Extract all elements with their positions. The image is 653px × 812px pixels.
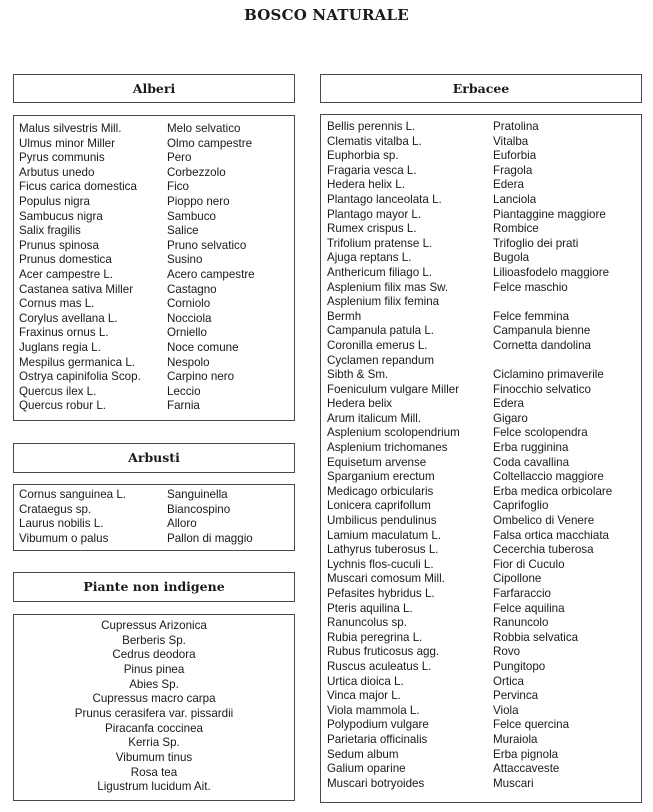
common-name: Sambuco xyxy=(167,209,216,223)
scientific-name: Mespilus germanica L. xyxy=(19,355,135,369)
list-row xyxy=(327,558,641,573)
list-item: Cupressus Arizonica xyxy=(101,619,207,632)
scientific-name: Crataegus sp. xyxy=(19,502,92,516)
common-name: Pioppo nero xyxy=(167,194,230,208)
scientific-name: Vinca major L. xyxy=(327,689,401,703)
list-row xyxy=(327,281,641,296)
alberi-heading: Alberi xyxy=(132,81,176,96)
common-name: Cipollone xyxy=(493,572,542,586)
common-name: Pervinca xyxy=(493,689,539,703)
list-row xyxy=(327,456,641,471)
scientific-name: Sparganium erectum xyxy=(327,470,435,484)
list-row xyxy=(327,164,641,179)
common-name: Erba pignola xyxy=(493,747,559,761)
common-name: Attaccaveste xyxy=(493,762,560,776)
scientific-name: Malus silvestris Mill. xyxy=(19,122,122,135)
common-name: Susino xyxy=(167,253,203,267)
scientific-name: Parietaria officinalis xyxy=(327,732,428,746)
scientific-name: Pyrus communis xyxy=(19,151,105,165)
list-row xyxy=(327,310,641,325)
scientific-name: Laurus nobilis L. xyxy=(19,517,104,531)
scientific-name: Juglans regia L. xyxy=(19,340,101,354)
piante-list xyxy=(13,614,295,801)
list-row xyxy=(327,470,641,485)
scientific-name: Ostrya capinifolia Scop. xyxy=(19,370,141,384)
list-row xyxy=(19,224,294,239)
list-item: Ligustrum lucidum Ait. xyxy=(97,780,211,794)
common-name: Rombice xyxy=(493,222,539,236)
list-row xyxy=(327,324,641,339)
list-row xyxy=(327,135,641,150)
scientific-name: Lychnis flos-cuculi L. xyxy=(327,557,434,571)
list-row xyxy=(19,370,294,385)
list-row xyxy=(327,149,641,164)
list-row xyxy=(19,283,294,298)
scientific-name: Viola mammola L. xyxy=(327,703,420,717)
scientific-name: Prunus spinosa xyxy=(19,238,99,252)
list-row xyxy=(19,297,294,312)
common-name: Cornetta dandolina xyxy=(493,338,591,352)
scientific-name: Quercus ilex L. xyxy=(19,384,97,398)
common-name: Ranuncolo xyxy=(493,616,549,630)
list-row xyxy=(327,748,641,763)
list-row xyxy=(327,777,641,792)
scientific-name: Umbilicus pendulinus xyxy=(327,514,437,528)
scientific-name: Quercus robur L. xyxy=(19,399,106,413)
scientific-name: Foeniculum vulgare Miller xyxy=(327,382,460,396)
common-name: Coda cavallina xyxy=(493,455,570,469)
scientific-name: Lathyrus tuberosus L. xyxy=(327,543,439,557)
alberi-list xyxy=(13,115,295,421)
arbusti-list xyxy=(13,484,295,551)
common-name: Corniolo xyxy=(167,297,211,311)
list-row xyxy=(19,312,294,327)
common-name: Piantaggine maggiore xyxy=(493,207,606,221)
scientific-name: Rubus fruticosus agg. xyxy=(327,645,440,659)
common-name: Melo selvatico xyxy=(167,122,241,135)
common-name: Sanguinella xyxy=(167,488,228,501)
scientific-name: Cornus mas L. xyxy=(19,297,95,311)
scientific-name: Plantago mayor L. xyxy=(327,207,422,221)
scientific-name: Muscari botryoides xyxy=(327,776,425,790)
list-item: Prunus cerasifera var. pissardii xyxy=(74,706,234,720)
list-row xyxy=(327,397,641,412)
list-row xyxy=(19,195,294,210)
common-name: Cecerchia tuberosa xyxy=(493,543,594,557)
list-row xyxy=(19,399,294,414)
list-row xyxy=(327,295,641,310)
scientific-name: Arbutus unedo xyxy=(19,165,95,179)
common-name: Muraiola xyxy=(493,732,538,746)
list-row xyxy=(19,385,294,400)
scientific-name: Clematis vitalba L. xyxy=(327,134,422,148)
common-name: Pero xyxy=(167,151,192,165)
list-row xyxy=(327,237,641,252)
scientific-name: Ficus carica domestica xyxy=(19,180,137,194)
common-name: Trifoglio dei prati xyxy=(493,236,579,250)
common-name: Corbezzolo xyxy=(167,165,226,179)
scientific-name: Lamium maculatum L. xyxy=(327,528,442,542)
list-row xyxy=(327,572,641,587)
list-item: Pinus pinea xyxy=(123,662,185,676)
common-name: Erba medica orbicolare xyxy=(493,484,613,498)
scientific-name: Populus nigra xyxy=(19,194,90,208)
common-name: Pungitopo xyxy=(493,659,546,673)
list-item: Kerria Sp. xyxy=(128,736,180,750)
list-row xyxy=(19,356,294,371)
common-name: Pruno selvatico xyxy=(167,238,247,252)
list-item: Rosa tea xyxy=(130,765,178,779)
list-row xyxy=(19,268,294,283)
list-row xyxy=(327,631,641,646)
scientific-name: Ranuncolus sp. xyxy=(327,616,407,630)
common-name: Castagno xyxy=(167,282,217,296)
list-row xyxy=(19,210,294,225)
scientific-name: Polypodium vulgare xyxy=(327,718,429,732)
piante-heading-box xyxy=(13,572,295,602)
list-row xyxy=(19,239,294,254)
list-row xyxy=(19,326,294,341)
common-name: Caprifoglio xyxy=(493,499,549,513)
common-name: Alloro xyxy=(167,517,197,531)
common-name: Orniello xyxy=(167,326,207,340)
list-row xyxy=(19,253,294,268)
list-row xyxy=(327,704,641,719)
scientific-name: Hedera belix xyxy=(327,397,393,411)
common-name: Carpino nero xyxy=(167,370,235,384)
arbusti-rows xyxy=(19,488,294,546)
scientific-name: Lonicera caprifollum xyxy=(327,499,431,513)
common-name: Finocchio selvatico xyxy=(493,382,591,396)
list-row xyxy=(327,368,641,383)
scientific-name: Sambucus nigra xyxy=(19,209,103,223)
common-name: Felce maschio xyxy=(493,280,568,294)
list-row xyxy=(327,426,641,441)
common-name: Felce scolopendra xyxy=(493,426,588,440)
alberi-rows xyxy=(19,122,294,414)
list-row xyxy=(19,341,294,356)
list-row xyxy=(19,503,294,518)
common-name: Felce femmina xyxy=(493,309,570,323)
list-row xyxy=(327,660,641,675)
list-row xyxy=(327,587,641,602)
erbacee-heading: Erbacee xyxy=(452,81,510,96)
list-row xyxy=(327,718,641,733)
scientific-name: Bellis perennis L. xyxy=(327,120,416,133)
piante-items xyxy=(14,619,294,795)
scientific-name: Fraxinus ornus L. xyxy=(19,326,109,340)
common-name: Gigaro xyxy=(493,411,528,425)
scientific-name: Arum italicum Mill. xyxy=(327,411,422,425)
list-row xyxy=(327,675,641,690)
common-name: Acero campestre xyxy=(167,267,255,281)
common-name: Robbia selvatica xyxy=(493,630,579,644)
common-name: Vitalba xyxy=(493,134,529,148)
list-row xyxy=(327,222,641,237)
list-row xyxy=(327,266,641,281)
scientific-name: Fragaria vesca L. xyxy=(327,163,417,177)
erbacee-heading-box xyxy=(320,74,642,103)
scientific-name: Prunus domestica xyxy=(19,253,112,267)
common-name: Ciclamino primaverile xyxy=(493,368,604,382)
list-row xyxy=(327,762,641,777)
scientific-name: Coronilla emerus L. xyxy=(327,338,428,352)
list-row xyxy=(19,166,294,181)
common-name: Salice xyxy=(167,224,199,238)
list-row xyxy=(327,251,641,266)
common-name: Erba rugginina xyxy=(493,441,569,455)
common-name: Bugola xyxy=(493,251,530,265)
common-name: Nocciola xyxy=(167,311,212,325)
common-name: Edera xyxy=(493,178,524,192)
erbacee-list xyxy=(320,114,642,803)
list-row xyxy=(327,412,641,427)
list-row xyxy=(327,178,641,193)
erbacee-rows xyxy=(327,120,641,791)
list-item: Cedrus deodora xyxy=(112,648,196,662)
common-name: Euforbia xyxy=(493,149,537,163)
list-row xyxy=(327,441,641,456)
scientific-name: Asplenium trichomanes xyxy=(327,441,448,455)
scientific-name: Asplenium filix mas Sw. xyxy=(327,280,449,294)
list-item: Berberis Sp. xyxy=(122,633,186,647)
scientific-name: Cornus sanguinea L. xyxy=(19,488,126,501)
common-name: Ortica xyxy=(493,674,524,688)
list-row xyxy=(19,122,294,137)
list-row xyxy=(19,517,294,532)
list-row xyxy=(327,208,641,223)
list-row xyxy=(327,733,641,748)
list-row xyxy=(19,180,294,195)
list-row xyxy=(327,485,641,500)
scientific-name: Pefasites hybridus L. xyxy=(327,587,435,600)
scientific-name: Ajuga reptans L. xyxy=(327,251,412,265)
scientific-name: Anthericum filiago L. xyxy=(327,265,433,279)
arbusti-heading: Arbusti xyxy=(128,450,180,465)
scientific-name: Plantago lanceolata L. xyxy=(327,192,442,206)
common-name: Fico xyxy=(167,180,189,194)
common-name: Viola xyxy=(493,703,519,717)
scientific-name: Campanula patula L. xyxy=(327,324,434,338)
list-row xyxy=(327,499,641,514)
scientific-name: Acer campestre L. xyxy=(19,267,114,281)
scientific-name: Medicago orbicularis xyxy=(327,484,434,498)
common-name: Felce quercina xyxy=(493,718,570,732)
common-name: Lilioasfodelo maggiore xyxy=(493,265,610,279)
scientific-name: Corylus avellana L. xyxy=(19,311,118,325)
common-name: Farnia xyxy=(167,399,200,413)
list-row xyxy=(327,383,641,398)
list-row xyxy=(19,532,294,547)
scientific-name: Muscari comosum Mill. xyxy=(327,572,445,586)
list-row xyxy=(327,193,641,208)
scientific-name: Equisetum arvense xyxy=(327,455,427,469)
list-row xyxy=(19,488,294,503)
list-row xyxy=(327,645,641,660)
common-name: Olmo campestre xyxy=(167,136,253,150)
list-row xyxy=(327,689,641,704)
scientific-name: Trifolium pratense L. xyxy=(327,236,433,250)
common-name: Campanula bienne xyxy=(493,324,591,338)
list-row xyxy=(327,514,641,529)
list-row xyxy=(327,529,641,544)
common-name: Muscari xyxy=(493,776,534,790)
list-row xyxy=(327,354,641,369)
common-name: Biancospino xyxy=(167,502,231,516)
common-name: Lanciola xyxy=(493,192,537,206)
scientific-name: Sibth & Sm. xyxy=(327,368,389,382)
common-name: Edera xyxy=(493,397,524,411)
scientific-name: Ulmus minor Miller xyxy=(19,136,115,150)
list-item: Vibumum tinus xyxy=(115,750,193,764)
list-row xyxy=(19,137,294,152)
common-name: Falsa ortica macchiata xyxy=(493,528,609,542)
list-item: Cupressus macro carpa xyxy=(92,692,216,706)
scientific-name: Cyclamen repandum xyxy=(327,353,434,367)
scientific-name: Castanea sativa Miller xyxy=(19,282,134,296)
list-row xyxy=(327,543,641,558)
scientific-name: Asplenium filix femina xyxy=(327,295,440,309)
alberi-heading-box xyxy=(13,74,295,103)
common-name: Coltellaccio maggiore xyxy=(493,470,604,484)
common-name: Fior di Cuculo xyxy=(493,557,565,571)
common-name: Felce aquilina xyxy=(493,601,565,615)
scientific-name: Urtica dioica L. xyxy=(327,674,404,688)
arbusti-heading-box xyxy=(13,443,295,473)
common-name: Fragola xyxy=(493,163,533,177)
common-name: Ombelico di Venere xyxy=(493,514,595,528)
list-row xyxy=(19,151,294,166)
page-title: BOSCO NATURALE xyxy=(244,6,409,24)
scientific-name: Galium oparine xyxy=(327,762,406,776)
list-item: Abies Sp. xyxy=(129,677,179,691)
list-item: Piracanfa coccinea xyxy=(105,721,203,735)
scientific-name: Hedera helix L. xyxy=(327,178,405,192)
scientific-name: Pteris aquilina L. xyxy=(327,601,413,615)
list-row xyxy=(327,616,641,631)
scientific-name: Sedum album xyxy=(327,747,399,761)
list-row xyxy=(327,120,641,135)
common-name: Leccio xyxy=(167,384,201,398)
scientific-name: Euphorbia sp. xyxy=(327,149,399,163)
scientific-name: Asplenium scolopendrium xyxy=(327,426,460,440)
common-name: Rovo xyxy=(493,645,521,659)
list-row xyxy=(327,339,641,354)
common-name: Pallon di maggio xyxy=(167,531,253,545)
scientific-name: Vibumum o palus xyxy=(19,531,109,545)
scientific-name: Salix fragilis xyxy=(19,224,81,238)
common-name: Nespolo xyxy=(167,355,210,369)
scientific-name: Rumex crispus L. xyxy=(327,222,417,236)
common-name: Noce comune xyxy=(167,340,239,354)
piante-heading: Piante non indigene xyxy=(83,579,225,594)
list-row xyxy=(327,602,641,617)
scientific-name: Rubia peregrina L. xyxy=(327,630,423,644)
common-name: Farfaraccio xyxy=(493,587,551,600)
scientific-name: Ruscus aculeatus L. xyxy=(327,659,432,673)
common-name: Pratolina xyxy=(493,120,539,133)
scientific-name: Bermh xyxy=(327,309,362,323)
